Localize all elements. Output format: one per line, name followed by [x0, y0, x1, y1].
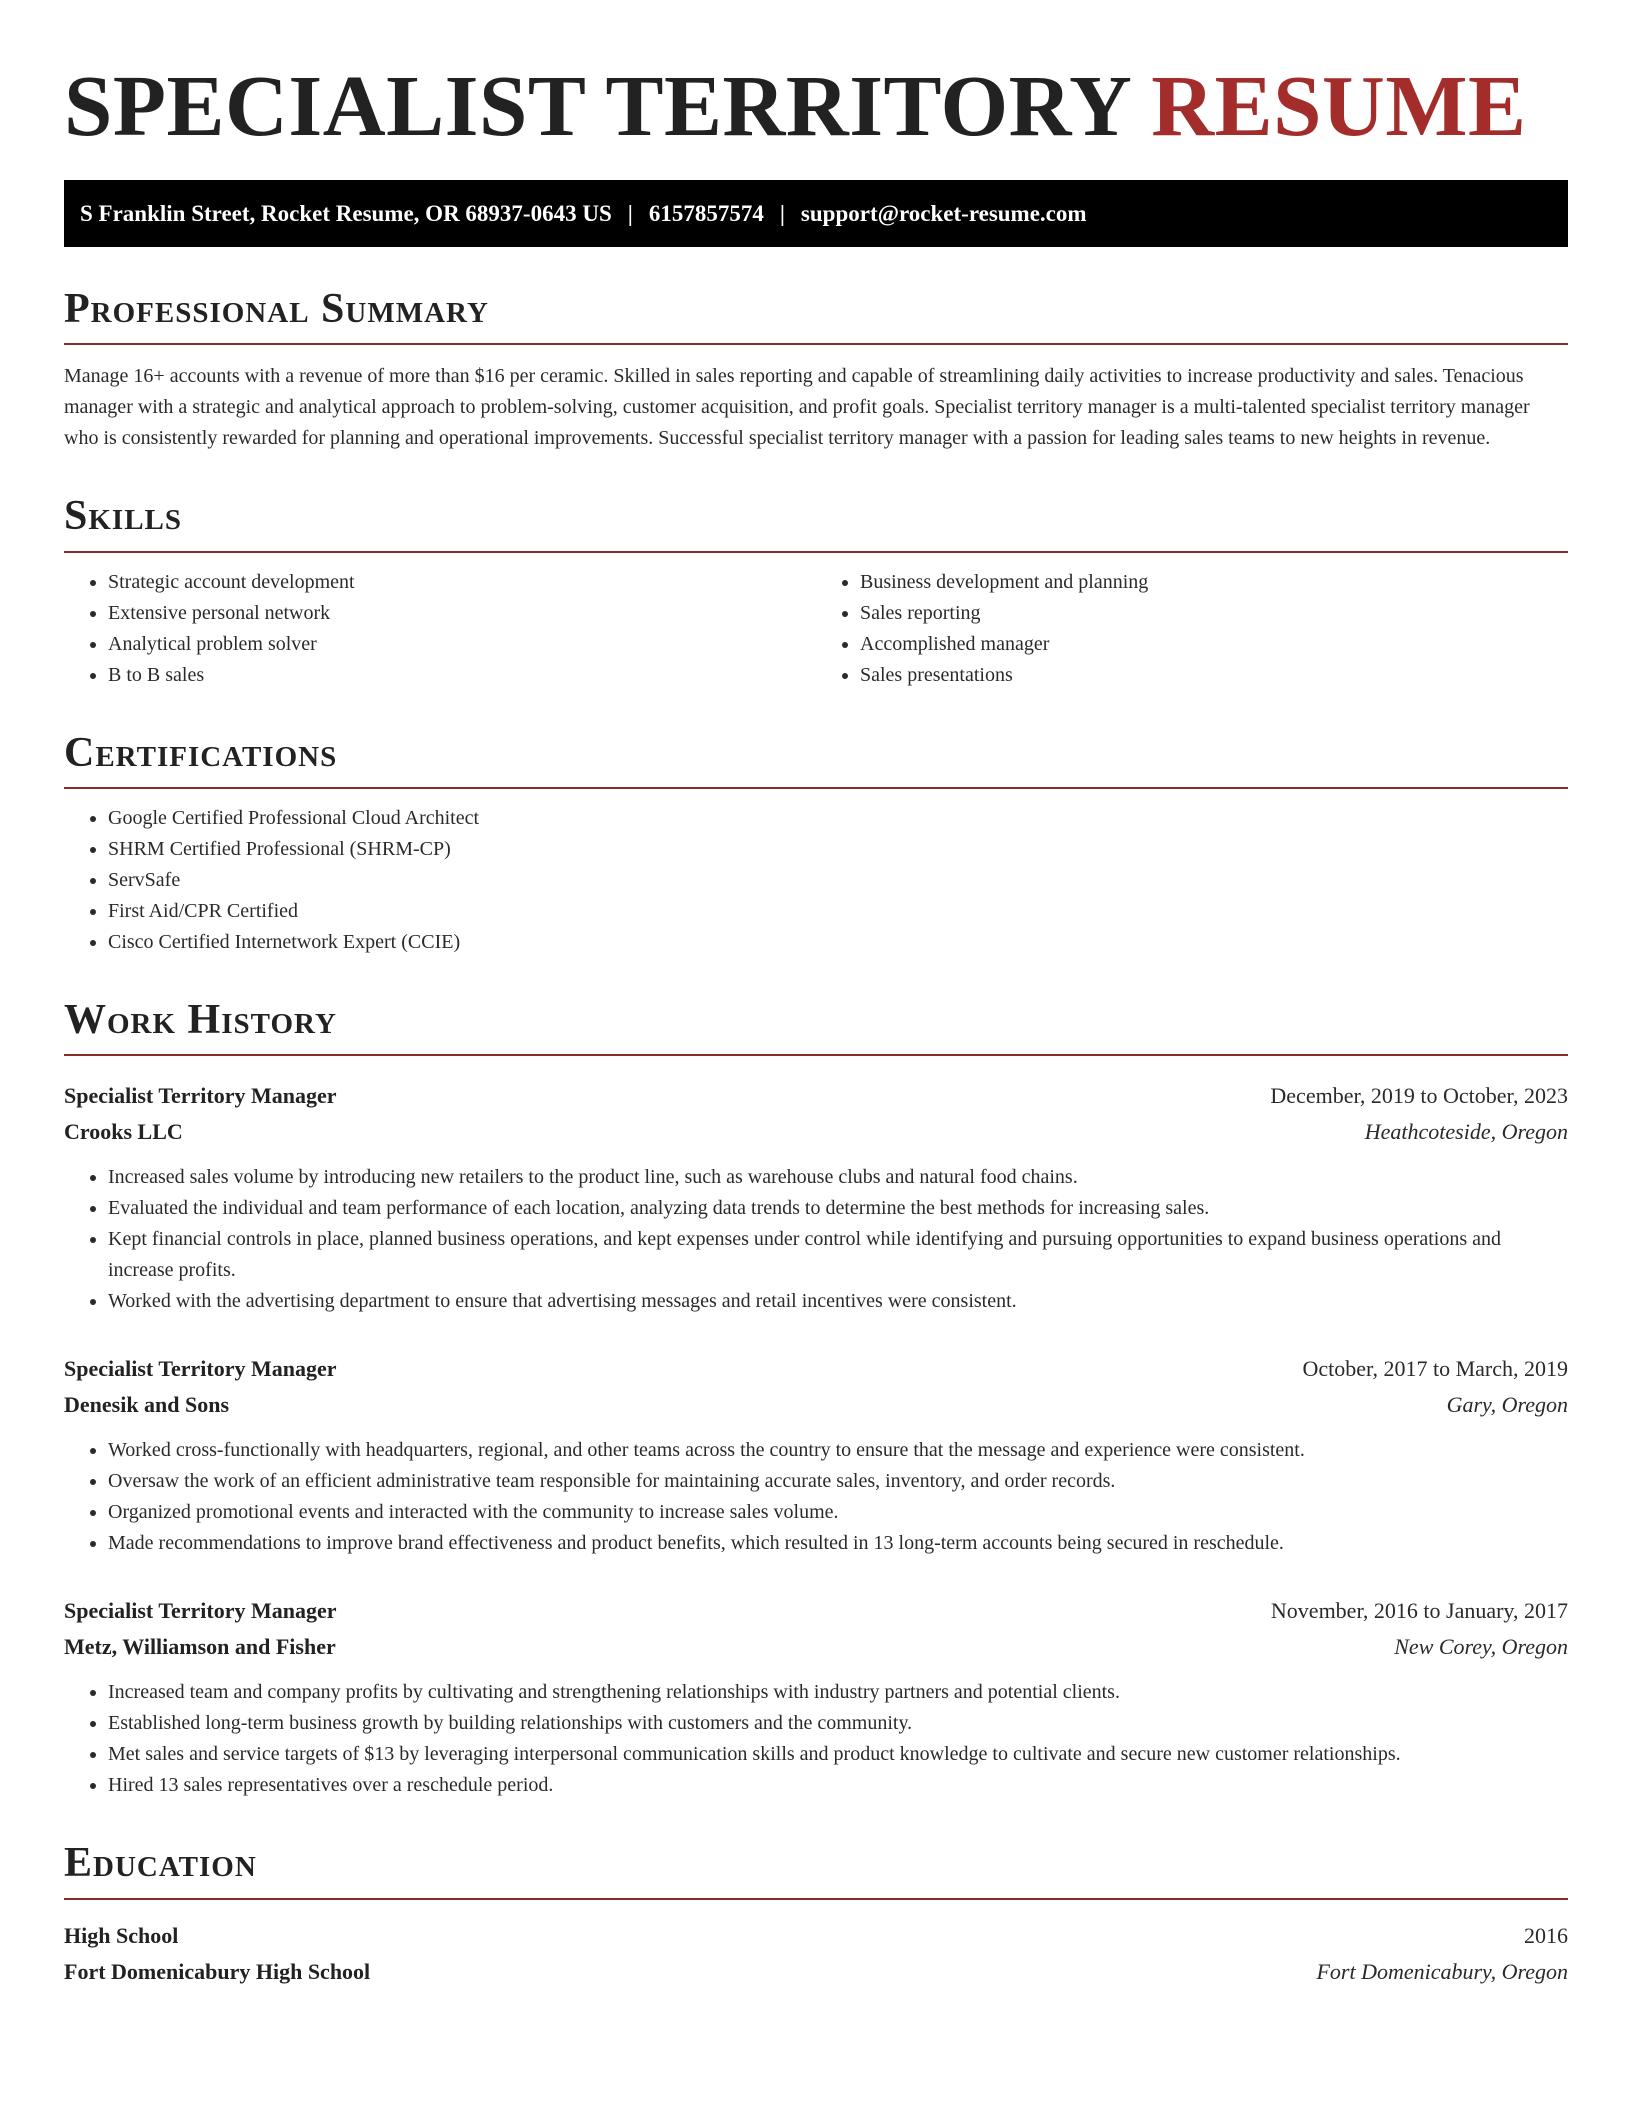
skill-item: • Analytical problem solver [108, 629, 816, 660]
job-bullet: • Kept financial controls in place, planned business operations, and kept expenses under control while identifying and pursuing opportunities to expand business operations and increase profits. [108, 1224, 1568, 1286]
job-entry [64, 1593, 1568, 1801]
job-bullet: • Hired 13 sales representatives over a reschedule period. [108, 1770, 1568, 1801]
job-title: Specialist Territory Manager [64, 1356, 337, 1382]
contact-phone[interactable]: 6157857574 [648, 200, 764, 226]
education-degree-row [64, 1918, 1568, 1954]
title-accent: RESUME [1151, 57, 1527, 154]
contact-address: S Franklin Street, Rocket Resume, OR 68937-0643 US [80, 200, 612, 226]
certification-item: • SHRM Certified Professional (SHRM-CP) [108, 834, 1568, 865]
job-header-row [64, 1593, 1568, 1629]
education-entry [64, 1918, 1568, 1990]
job-bullet: • Oversaw the work of an efficient administrative team responsible for maintaining accurate sales, inventory, and order records. [108, 1466, 1568, 1497]
resume-title [64, 56, 1568, 156]
job-entry [64, 1078, 1568, 1317]
skill-item: • B to B sales [108, 660, 816, 691]
skills-heading: Skills [64, 492, 1568, 552]
job-company-row [64, 1387, 1568, 1423]
skill-item: • Sales presentations [860, 660, 1568, 691]
summary-section [64, 285, 1568, 454]
education-location: Fort Domenicabury, Oregon [1316, 1958, 1568, 1984]
job-bullet: • Established long-term business growth by building relationships with customers and the community. [108, 1708, 1568, 1739]
title-main: SPECIALIST TERRITORY [64, 57, 1130, 154]
skill-item: • Strategic account development [108, 567, 816, 598]
certification-item: • Google Certified Professional Cloud Architect [108, 803, 1568, 834]
job-bullet: • Worked with the advertising department to ensure that advertising messages and retail incentives were consistent. [108, 1286, 1568, 1317]
certification-item: • First Aid/CPR Certified [108, 896, 1568, 927]
contact-email[interactable]: support@rocket-resume.com [800, 200, 1087, 226]
job-header-row [64, 1078, 1568, 1114]
job-entry [64, 1351, 1568, 1559]
skill-item: • Business development and planning [860, 567, 1568, 598]
job-bullets [64, 1435, 1568, 1559]
contact-separator: | [779, 200, 785, 226]
education-section [64, 1839, 1568, 1989]
certifications-section [64, 729, 1568, 958]
education-school-row [64, 1954, 1568, 1990]
contact-bar [64, 180, 1568, 247]
job-dates: October, 2017 to March, 2019 [1302, 1356, 1568, 1382]
summary-text: Manage 16+ accounts with a revenue of more than $16 per ceramic. Skilled in sales reporting and capable of streamlining daily activities to increase productivity and sales. Tenacious manager with a strategic and analytical approach to problem-solving, customer acquisition, and profit goals. Specialist territory manager is a multi-talented specialist territory manager who is consistently rewarded for planning and operational improvements. Successful specialist territory manager with a passion for leading sales teams to new heights in revenue. [64, 365, 1530, 450]
certifications-heading: Certifications [64, 729, 1568, 789]
job-title: Specialist Territory Manager [64, 1598, 337, 1624]
job-company: Crooks LLC [64, 1119, 183, 1145]
certification-item: • ServSafe [108, 865, 1568, 896]
job-company: Denesik and Sons [64, 1392, 230, 1418]
skill-item: • Sales reporting [860, 598, 1568, 629]
work-history-section [64, 996, 1568, 1801]
work-history-heading: Work History [64, 996, 1568, 1056]
job-company: Metz, Williamson and Fisher [64, 1634, 336, 1660]
job-bullet: • Met sales and service targets of $13 by leveraging interpersonal communication skills and product knowledge to cultivate and secure new customer relationships. [108, 1739, 1568, 1770]
skills-list-left [64, 567, 816, 691]
job-dates: November, 2016 to January, 2017 [1270, 1598, 1568, 1624]
job-bullet: • Increased team and company profits by cultivating and strengthening relationships with industry partners and potential clients. [108, 1677, 1568, 1708]
job-header-row [64, 1351, 1568, 1387]
education-degree: High School [64, 1922, 179, 1948]
education-school: Fort Domenicabury High School [64, 1958, 371, 1984]
job-dates: December, 2019 to October, 2023 [1270, 1083, 1568, 1109]
skill-item: • Accomplished manager [860, 629, 1568, 660]
job-company-row [64, 1114, 1568, 1150]
certifications-list [64, 803, 1568, 958]
education-year: 2016 [1524, 1922, 1568, 1948]
education-heading: Education [64, 1839, 1568, 1899]
job-bullet: • Organized promotional events and interacted with the community to increase sales volume. [108, 1497, 1568, 1528]
skill-item: • Extensive personal network [108, 598, 816, 629]
job-bullet: • Evaluated the individual and team performance of each location, analyzing data trends to determine the best methods for increasing sales. [108, 1193, 1568, 1224]
certification-item: • Cisco Certified Internetwork Expert (CCIE) [108, 927, 1568, 958]
job-bullet: • Made recommendations to improve brand effectiveness and product benefits, which resulted in 13 long-term accounts being secured in reschedule. [108, 1528, 1568, 1559]
skills-section [64, 492, 1568, 690]
skills-grid [64, 567, 1568, 691]
job-title: Specialist Territory Manager [64, 1083, 337, 1109]
job-bullet: • Increased sales volume by introducing new retailers to the product line, such as warehouse clubs and natural food chains. [108, 1162, 1568, 1193]
job-bullets [64, 1162, 1568, 1317]
summary-heading: Professional Summary [64, 285, 1568, 345]
job-location: Gary, Oregon [1446, 1392, 1568, 1418]
job-company-row [64, 1629, 1568, 1665]
job-location: New Corey, Oregon [1394, 1634, 1568, 1660]
job-bullet: • Worked cross-functionally with headquarters, regional, and other teams across the country to ensure that the message and experience were consistent. [108, 1435, 1568, 1466]
job-bullets [64, 1677, 1568, 1801]
job-location: Heathcoteside, Oregon [1364, 1119, 1568, 1145]
skills-list-right [816, 567, 1568, 691]
contact-separator: | [627, 200, 633, 226]
